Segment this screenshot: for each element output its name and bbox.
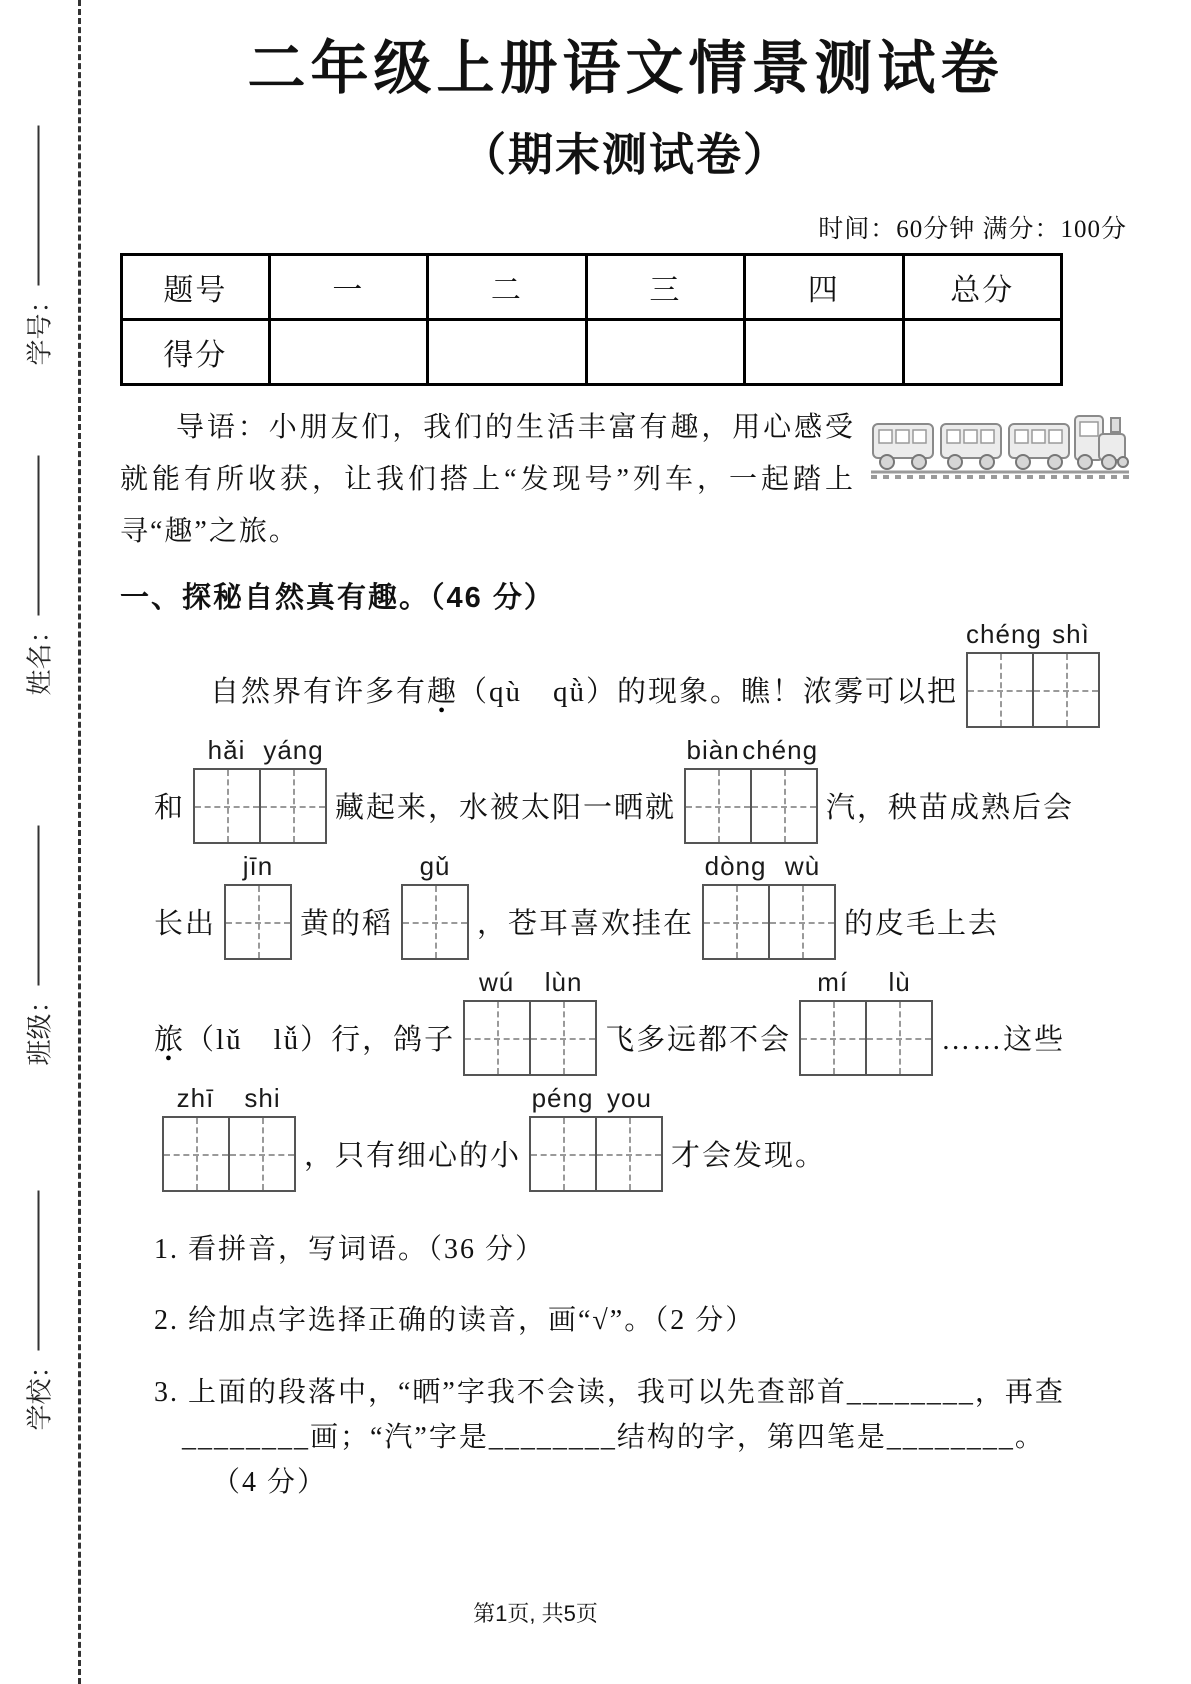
question-list [154,1228,1131,1506]
binding-fill-line [37,455,39,615]
score-table-header-cell: 题号 [122,254,270,319]
writing-box-group [401,850,469,960]
pinyin-label: zhī shi [176,1082,281,1113]
writing-cell [799,1000,867,1076]
pinyin-label: wú lùn [479,966,583,997]
binding-dashed-line [78,0,81,1684]
passage-line [154,966,1131,1076]
passage-text: 的皮毛上去 [844,908,1000,941]
binding-field-3 [2,795,74,1095]
writing-cell [162,1116,230,1192]
pinyin-label: jīn [242,850,274,881]
passage-line [154,734,1131,844]
pinyin-label: chéng shì [966,618,1090,649]
passage-text: （lǔ lǚ）行，鸽子 [185,1024,456,1057]
writing-box-group [193,734,327,844]
writing-box-group [684,734,819,844]
passage-text: （qù qǜ）的现象。瞧！浓雾可以把 [458,676,959,709]
score-table-header-row [122,254,1062,319]
score-table-header-cell: 二 [428,254,586,319]
writing-box-group [529,1082,663,1192]
intro-text: 导语：小朋友们，我们的生活丰富有趣，用心感受就能有所收获，让我们搭上“发现号”列车，一起踏上寻“趣”之旅。 [120,411,855,548]
passage-line [154,1082,1131,1192]
score-cell-empty [269,319,427,384]
score-table [120,253,1063,386]
score-table-header-cell: 三 [586,254,744,319]
page-title: 二年级上册语文情景测试卷 [247,36,1004,101]
writing-cell [595,1116,663,1192]
time-score-meta: 时间：60分钟 满分：100分 [818,215,1127,243]
passage-text: 汽，秧苗成熟后会 [826,792,1075,825]
passage-text: 自然界有许多有 [210,676,428,709]
question-3-line: ________画；“汽”字是________结构的字，第四笔是________。 [182,1422,1045,1454]
binding-fill-line [37,825,39,985]
dotted-character: 趣 ● [427,669,458,710]
binding-label: 姓名： [25,616,55,696]
intro-block [120,402,1131,559]
passage-text: ……这些 [941,1024,1066,1057]
pinyin-label: mí lù [817,966,911,997]
score-row-label: 得分 [122,319,270,384]
passage-text: 长出 [154,908,217,941]
section1-heading: 一、探秘自然真有趣。（46 分） [120,581,555,614]
writing-box-group [966,618,1100,728]
score-cell-empty [745,319,903,384]
passage-text: 黄的稻 [300,908,394,941]
writing-cell [193,768,261,844]
writing-cell [529,1000,597,1076]
writing-cell [750,768,818,844]
writing-cell [224,884,292,960]
question-3-line: 3. 上面的段落中，“晒”字我不会读，我可以先查部首________，再查 [154,1377,1065,1409]
binding-fill-line [37,1190,39,1350]
writing-box-group [702,850,836,960]
train-icon [869,406,1131,484]
passage-text: 才会发现。 [671,1140,827,1173]
pinyin-passage [154,618,1131,1192]
question-1: 1. 看拼音，写词语。（36 分） [154,1233,546,1265]
binding-fill-line [37,125,39,285]
score-table-header-cell: 一 [269,254,427,319]
writing-cell [768,884,836,960]
binding-label: 学号： [25,286,55,366]
pinyin-label: péng you [531,1082,652,1113]
pinyin-label: hǎi yáng [207,734,324,765]
writing-cell [702,884,770,960]
dotted-character: 旅 ● [154,1017,185,1058]
writing-cell [463,1000,531,1076]
writing-cell [401,884,469,960]
score-table-score-row [122,319,1062,384]
writing-box-group [162,1082,296,1192]
pinyin-label: dòng wù [704,850,821,881]
score-table-header-cell: 四 [745,254,903,319]
binding-field-1 [2,95,74,395]
writing-cell [865,1000,933,1076]
writing-cell [259,768,327,844]
passage-text: 藏起来，水被太阳一晒就 [335,792,677,825]
writing-cell [684,768,752,844]
score-cell-empty [586,319,744,384]
page-subtitle: （期末测试卷） [460,128,790,180]
score-cell-empty [428,319,586,384]
question-3 [154,1371,1131,1505]
page-number: 第1页, 共5页 [473,1601,598,1626]
paper-content [120,0,1131,1506]
passage-text: 和 [154,792,186,825]
binding-field-2 [2,425,74,725]
score-cell-empty [903,319,1062,384]
writing-box-group [224,850,292,960]
passage-text: 飞多远都不会 [605,1024,792,1057]
writing-cell [966,652,1034,728]
passage-line [154,850,1131,960]
pinyin-label: biàn chéng [686,734,819,765]
writing-cell [228,1116,296,1192]
question-3-line: （4 分） [212,1466,328,1498]
score-table-header-cell: 总分 [903,254,1062,319]
writing-cell [1032,652,1100,728]
passage-line [154,618,1131,728]
question-2: 2. 给加点字选择正确的读音，画“√”。（2 分） [154,1305,756,1337]
writing-box-group [799,966,933,1076]
writing-box-group [463,966,597,1076]
writing-cell [529,1116,597,1192]
binding-label: 班级： [25,986,55,1066]
binding-field-4 [2,1160,74,1460]
passage-text: ，苍耳喜欢挂在 [477,908,695,941]
passage-text: ，只有细心的小 [304,1140,522,1173]
binding-label: 学校： [25,1351,55,1431]
pinyin-label: gǔ [419,850,451,881]
